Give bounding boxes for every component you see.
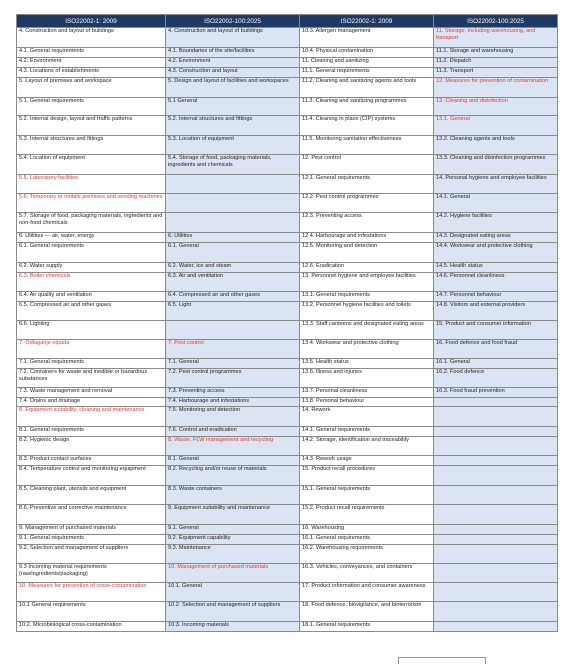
table-cell: 4. Construction and layout of buildings <box>166 28 300 48</box>
table-row <box>17 525 558 535</box>
table-cell: 7.2. Pest control programmes <box>166 369 300 388</box>
table-cell: 10.1. General <box>166 583 300 602</box>
table-cell: 11. Storage, including warehousing, and transport <box>434 28 558 48</box>
table-cell: 13.2. Cleaning agents and tools <box>434 136 558 155</box>
table-cell: 13. Cleaning and disinfection <box>434 98 558 116</box>
table-cell <box>434 398 558 407</box>
table-row <box>17 58 558 68</box>
table-cell: 15. Product recall procedures <box>300 466 434 486</box>
table-cell: 4.1. Boundaries of the site/facilities <box>166 48 300 58</box>
table-cell: 13.3. Cleaning and disinfection programmes <box>434 155 558 175</box>
table-row <box>17 427 558 437</box>
table-row <box>17 136 558 155</box>
table-cell: 12.3. Preventing access <box>300 213 434 233</box>
table-cell: 8. Equipment suitability, cleaning and maintenance <box>17 407 166 427</box>
table-cell: 9.3 Incoming material requirements (raw/ingredients/packaging) <box>17 564 166 583</box>
table-cell: 7. Odlaganje otpada <box>17 340 166 359</box>
table-cell: 8.1. General <box>166 456 300 466</box>
table-row <box>17 340 558 359</box>
table-cell: 13. Personnel hygiene and employee facilities <box>300 273 434 292</box>
table-cell: 7. Pest control <box>166 340 300 359</box>
table-cell <box>434 437 558 456</box>
table-cell: 8.1. General requirements <box>17 427 166 437</box>
table-cell: 4.1. General requirements <box>17 48 166 58</box>
table-cell: 14.5. Health status <box>434 263 558 273</box>
table-cell: 6.3. Boiler chemicals <box>17 273 166 292</box>
table-row <box>17 155 558 175</box>
table-cell: 16. Food defence and food fraud <box>434 340 558 359</box>
table-cell <box>166 321 300 340</box>
table-cell: 12.5. Monitoring and detection <box>300 243 434 263</box>
table-row <box>17 213 558 233</box>
table-row <box>17 273 558 292</box>
table-cell <box>166 194 300 213</box>
table-cell: 10.1 General requirements <box>17 602 166 622</box>
table-cell: 6.3. Air and ventilation <box>166 273 300 292</box>
table-cell: 12.6. Eradication <box>300 263 434 273</box>
table-cell: 7.4. Drains and drainage <box>17 398 166 407</box>
table-row <box>17 302 558 321</box>
table-row <box>17 194 558 213</box>
table-cell: 18.1. General requirements <box>300 622 434 632</box>
table-row <box>17 321 558 340</box>
table-row <box>17 369 558 388</box>
table-cell: 14.3. Rework usage <box>300 456 434 466</box>
table-row <box>17 437 558 456</box>
table-cell: 10.3. Allergen management <box>300 28 434 48</box>
table-cell: 14.2. Hygiene facilities <box>434 213 558 233</box>
table-cell <box>434 622 558 632</box>
table-cell: 9.2. Equipment capability <box>166 535 300 545</box>
table-cell: 9.1. General requirements <box>17 535 166 545</box>
table-cell: 6.4. Air quality and ventilation <box>17 292 166 302</box>
table-cell: 7.6. Control and eradication <box>166 427 300 437</box>
table-cell: 8.5. Cleaning plant, utensils and equipment <box>17 486 166 505</box>
table-row <box>17 622 558 632</box>
table-cell <box>434 564 558 583</box>
table-cell: 11.2. Dispatch <box>434 58 558 68</box>
table-cell: 12.2. Pest control programmes <box>300 194 434 213</box>
table-cell: 12. Measures for prevention of contamination <box>434 78 558 98</box>
table-cell: 12.1. General requirements <box>300 175 434 194</box>
table-row <box>17 583 558 602</box>
table-cell: 5.6. Temporary or mobile premises and vending machines <box>17 194 166 213</box>
table-cell: 13.7. Personal cleanliness <box>300 388 434 398</box>
table-cell: 8. Waste, FLW management and recycling <box>166 437 300 456</box>
table-cell: 7.1. General <box>166 359 300 369</box>
table-cell: 9.2. Selection and management of suppliers <box>17 545 166 564</box>
table-cell: 6.5. Compressed air and other gases <box>17 302 166 321</box>
comparison-table-container <box>16 14 558 632</box>
table-row <box>17 48 558 58</box>
table-cell: 6. Utilities <box>166 233 300 243</box>
table-cell: 7.5. Monitoring and detection <box>166 407 300 427</box>
table-cell: 10. Management of purchased materials <box>166 564 300 583</box>
table-cell: 8.3. Waste containers <box>166 486 300 505</box>
table-cell <box>434 535 558 545</box>
table-cell: 14.8. Visitors and external providers <box>434 302 558 321</box>
table-cell: 14.2. Storage, identification and traceability <box>300 437 434 456</box>
table-cell <box>434 456 558 466</box>
table-cell: 5.7. Storage of food, packaging materials, ingredients and non-food chemicals <box>17 213 166 233</box>
table-row <box>17 505 558 525</box>
table-cell: 11.3. Transport <box>434 68 558 78</box>
table-cell: 11.2. Cleaning and sanitizing agents and tools <box>300 78 434 98</box>
table-cell: 18. Food defence, biovigilance, and bioterrorism <box>300 602 434 622</box>
table-cell: 10.3. Incoming materials <box>166 622 300 632</box>
table-cell <box>434 583 558 602</box>
column-header: ISO22002-1: 2009 <box>300 15 434 28</box>
table-cell <box>434 525 558 535</box>
table-cell <box>166 175 300 194</box>
table-cell: 7.3. Preventing access <box>166 388 300 398</box>
table-cell: 13.8. Personal behaviour <box>300 398 434 407</box>
table-cell: 10. Measures for prevention of cross-contamination <box>17 583 166 602</box>
table-row <box>17 564 558 583</box>
table-cell: 7.3. Waste management and removal <box>17 388 166 398</box>
table-row <box>17 263 558 273</box>
table-cell: 14.1. General requirements <box>300 427 434 437</box>
column-header: ISO22002-100:2025 <box>434 15 558 28</box>
table-cell: 13.5. Health status <box>300 359 434 369</box>
table-row <box>17 545 558 564</box>
table-cell: 16.2. Food defence <box>434 369 558 388</box>
table-row <box>17 407 558 427</box>
table-cell: 11.1. Storage and warehousing <box>434 48 558 58</box>
table-row <box>17 535 558 545</box>
table-cell: 13.4. Workwear and protective clothing <box>300 340 434 359</box>
table-cell: 10.4. Physical contamination <box>300 48 434 58</box>
table-cell: 14.7. Personnel behaviour <box>434 292 558 302</box>
table-row <box>17 292 558 302</box>
table-cell: 16.3. Food fraud prevention <box>434 388 558 398</box>
table-cell: 7.2. Containers for waste and inedible or hazardous substances <box>17 369 166 388</box>
table-cell: 13.6. Illness and injuries <box>300 369 434 388</box>
table-cell: 8.3. Product contact surfaces <box>17 456 166 466</box>
table-row <box>17 98 558 116</box>
table-cell: 16.1. General requirements <box>300 535 434 545</box>
table-cell: 6.5. Light <box>166 302 300 321</box>
table-cell: 5.1 General <box>166 98 300 116</box>
table-cell: 17. Product information and consumer awareness <box>300 583 434 602</box>
column-header: ISO22002-1: 2009 <box>17 15 166 28</box>
table-row <box>17 359 558 369</box>
table-cell: 14. Rework <box>300 407 434 427</box>
table-row <box>17 175 558 194</box>
table-row <box>17 388 558 398</box>
table-cell: 9.1. General <box>166 525 300 535</box>
table-cell <box>434 602 558 622</box>
table-cell: 12.4. Harbourage and infestations <box>300 233 434 243</box>
table-row <box>17 116 558 136</box>
table-cell <box>434 427 558 437</box>
table-row <box>17 233 558 243</box>
table-cell: 16.3. Vehicles, conveyances, and containers <box>300 564 434 583</box>
table-cell: 6. Utilities — air, water, energy <box>17 233 166 243</box>
table-cell: 4.2. Environment <box>17 58 166 68</box>
table-cell <box>166 213 300 233</box>
table-cell: 11.3. Cleaning and sanitizing programmes <box>300 98 434 116</box>
table-cell: 9.3. Maintenance <box>166 545 300 564</box>
table-row <box>17 456 558 466</box>
table-cell: 4.3. Construction and layout <box>166 68 300 78</box>
table-cell: 14. Personal hygiene and employee facilities <box>434 175 558 194</box>
table-cell: 15.2. Product recall requirements <box>300 505 434 525</box>
table-cell: 12. Pest control <box>300 155 434 175</box>
table-cell: 8.2. Recycling and/or reuse of materials <box>166 466 300 486</box>
table-cell <box>434 407 558 427</box>
table-cell: 6.4. Compressed air and other gases <box>166 292 300 302</box>
table-cell: 5.1. General requirements <box>17 98 166 116</box>
table-cell: 11. Cleaning and sanitizing <box>300 58 434 68</box>
table-cell <box>434 505 558 525</box>
table-cell: 14.4. Workwear and protective clothing <box>434 243 558 263</box>
table-row <box>17 78 558 98</box>
table-cell: 5. Layout of premises and workspace <box>17 78 166 98</box>
table-cell: 4.2. Environment <box>166 58 300 68</box>
table-cell: 5.5. Laboratory facilities <box>17 175 166 194</box>
table-cell: 10.2. Selection and management of suppliers <box>166 602 300 622</box>
table-cell: 10.2. Microbiological cross-contamination <box>17 622 166 632</box>
table-body <box>17 28 558 632</box>
table-cell: 14.3. Designated eating areas <box>434 233 558 243</box>
clause-comparison-table <box>16 14 558 632</box>
table-row <box>17 243 558 263</box>
table-cell: 14.1. General <box>434 194 558 213</box>
header-row <box>17 15 558 28</box>
table-cell: 7.4. Harbourage and infestations <box>166 398 300 407</box>
table-cell: 5.4. Storage of food, packaging materials, ingredients and chemicals <box>166 155 300 175</box>
table-cell: 5.2. Internal structures and fittings <box>166 116 300 136</box>
table-cell: 16. Warehousing <box>300 525 434 535</box>
table-cell: 5.4. Location of equipment <box>17 155 166 175</box>
table-cell: 4.3. Locations of establishments <box>17 68 166 78</box>
table-row <box>17 398 558 407</box>
table-cell <box>434 545 558 564</box>
table-cell: 4. Construction and layout of buildings <box>17 28 166 48</box>
table-cell: 15.1. General requirements <box>300 486 434 505</box>
table-cell: 5.3. Internal structures and fittings <box>17 136 166 155</box>
table-cell: 8.2. Hygienic design <box>17 437 166 456</box>
table-cell: 9. Management of purchased materials <box>17 525 166 535</box>
table-cell: 16.1. General <box>434 359 558 369</box>
table-cell: 11.4. Cleaning in place (CIP) systems <box>300 116 434 136</box>
table-cell: 9. Equipment suitability and maintenance <box>166 505 300 525</box>
table-cell: 13.3. Staff canteens and designated eating areas <box>300 321 434 340</box>
table-cell <box>434 486 558 505</box>
table-cell: 5.2. Internal design, layout and traffic patterns <box>17 116 166 136</box>
table-row <box>17 466 558 486</box>
table-cell: 14.6. Personnel cleanliness <box>434 273 558 292</box>
table-cell: 13.1. General <box>434 116 558 136</box>
table-cell: 11.5. Monitoring sanitation effectiveness <box>300 136 434 155</box>
table-cell <box>434 466 558 486</box>
table-row <box>17 486 558 505</box>
table-cell: 13.2. Personnel hygiene facilities and toilets <box>300 302 434 321</box>
table-cell: 11.1. General requirements <box>300 68 434 78</box>
table-cell: 6.1. General <box>166 243 300 263</box>
table-cell: 7.1. General requirements <box>17 359 166 369</box>
table-cell: 5.3. Location of equipment <box>166 136 300 155</box>
table-row <box>17 68 558 78</box>
table-cell: 6.1. General requirements <box>17 243 166 263</box>
table-row <box>17 28 558 48</box>
column-header: ISO22002-100:2025 <box>166 15 300 28</box>
table-row <box>17 602 558 622</box>
table-cell: 8.4. Temperature control and monitoring equipment <box>17 466 166 486</box>
table-cell: 6.2. Water, ice and steam <box>166 263 300 273</box>
table-cell: 13.1. General requirements <box>300 292 434 302</box>
table-cell: 15. Product and consumer information <box>434 321 558 340</box>
table-cell: 16.2. Warehousing requirements <box>300 545 434 564</box>
table-cell: 6.2. Water supply <box>17 263 166 273</box>
table-cell: 5. Design and layout of facilities and workspaces <box>166 78 300 98</box>
table-cell: 8.6. Preventive and corrective maintenance <box>17 505 166 525</box>
table-cell: 6.6. Lighting <box>17 321 166 340</box>
